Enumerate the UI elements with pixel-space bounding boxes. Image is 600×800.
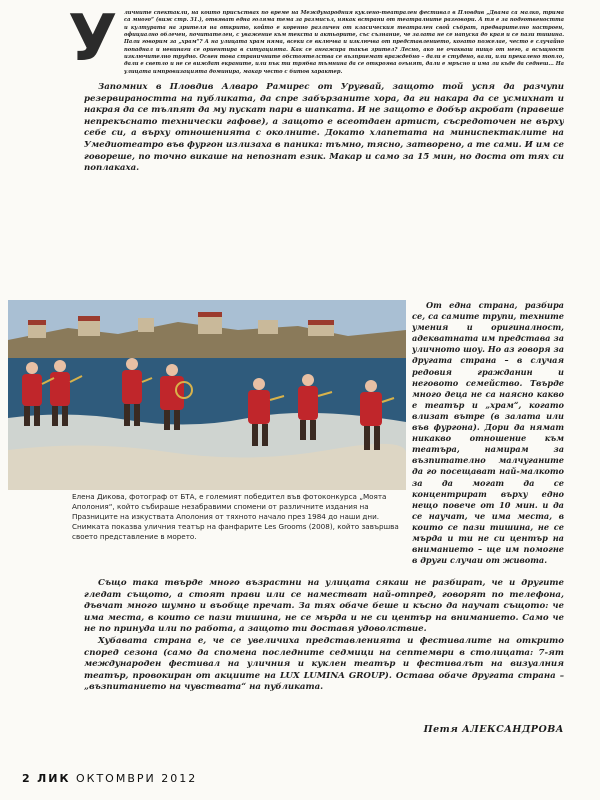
article-paragraph-5: Хубавата страна е, че се увеличиха представленията и фестивалите на открито според сезона (само да спомена последните седмици на септември в столицата: 7-ят международен фестивал на уличния и куклен театър и фестивалът на визуалния театър, провокиран от акциите на LUX LUMINA GROUP). Остава обаче другата страна – „възпитанието на чувствата“ на публиката. xyxy=(84,635,564,693)
issue-year: 2012 xyxy=(161,772,198,785)
article-column-bottom xyxy=(84,578,564,718)
article-paragraph-1: личните спектакли, на които присъствах по време на Международния куклено-театрален фестивал в Пловдив „Двама са малко, трима са много“ (виж стр. 31.), отвяват една голяма тема за размисъл, някак встрани от театралните разговори. А тя е за подготвеността и културата на зрителя на открито, който е коренно различен от класическия театрален свой събрат, предварително настроен, официално облечен, почитателен, с уважение към текста и актьорите, със съзнание, че залата не се напуска до края и се пази тишина. Пали говорим за „храм“? А на улицата храм няма, всеки се включва и изключва от представлението, когато пожелае, често е случайно попаднал и невинаги се ориентира в ситуацията. Как се ангажира такъв зрител? Лесно, ако не очакваш нищо от него, а всъщност изключително трудно. Освен това страничните обстоятелства се възприемат враждебно – дали е студено, вали, или прекалено топло, дали е светло и не се виждат екраните, или пък ти трябва тъмнина да се откроява огънят, дали е мръсно и има ли къде да седнеш... На улицата импровизацията доминира, макар често с битов характер. xyxy=(124,10,564,75)
article-paragraph-2: Запомних в Пловдив Алваро Рамирес от Уругвай, защото той успя да разчупи резервираността на публиката, да спре забързаните хора, да ги накара да се усмихнат и накрая да се тълпят да му пускат пари в шапката. И не защото е добър акробат (правеше непрекъснато технически гафове), а защото е всеотдаен артист, съсредоточен не върху себе си, а върху отношенията с околните. Докато хлапетата на миниспектаклите на Умедиотеатро във фургон излизаха в паника: тъмно, тясно, затворено, а те сами. И им се говореше, по точно викаше на непознат език. Макар и само за 15 мин, но доста от тях си поплакаха. xyxy=(84,82,564,174)
issue-month: ОКТОМВРИ xyxy=(76,772,156,785)
drop-cap: У xyxy=(68,2,118,76)
article-column-full xyxy=(84,82,564,300)
photo-caption: Елена Дикова, фотограф от БТА, е големият победител във фотоконкурса „Моята Аполония“, който събираше незабравими спомени от различните издания на Празниците на изкуствата Аполония от тяхното начало през 1984 до наши дни. Снимката показва уличния театър на фанфарите Les Grooms (2008), който завършва своето представление в морето. xyxy=(72,492,399,541)
author-signature: Петя АЛЕКСАНДРОВА xyxy=(423,724,564,735)
page-number: 2 xyxy=(22,772,32,785)
page-footer xyxy=(22,772,197,785)
magazine-name: ЛИК xyxy=(37,772,71,785)
beach-photo-illustration xyxy=(8,300,406,490)
article-paragraph-4: Също така твърде много възрастни на улицата сякаш не разбират, че и другите гледат същото, а стоят прави или се наместват най-отпред, говорят по телефона, дъвчат много шумно и въобще пречат. За тях обаче беше и късно да научат същото: че има места, в които се пази тишина, не се мърда и не си център на вниманието. Само че не по принуда или по работа, а защото ти доставя удоволствие. xyxy=(84,578,564,635)
article-paragraph-3: От една страна, разбира се, са самите трупи, техните умения и оригиналност, адекватната им представа за уличното шоу. Но аз говоря за другата страна – в случая редовия гражданин и неговото семейство. Твърде много деца не са наясно какво е театър и „храм“, когато влизат вътре (в залата или във фургона). Дори да нямат никакво отношение към театъра, намирам за възпитателно малчуганите да го посещават най-малкото за да могат да се концентрират върху едно нещо повече от 10 мин. и да се научат, че има места, в които се пази тишина, не се мърда и ти не си център на вниманието – ще им помогне в други случаи от живота. xyxy=(412,300,564,566)
beach-photo xyxy=(8,300,406,490)
article-intro xyxy=(124,10,564,80)
article-column-right xyxy=(412,300,564,575)
